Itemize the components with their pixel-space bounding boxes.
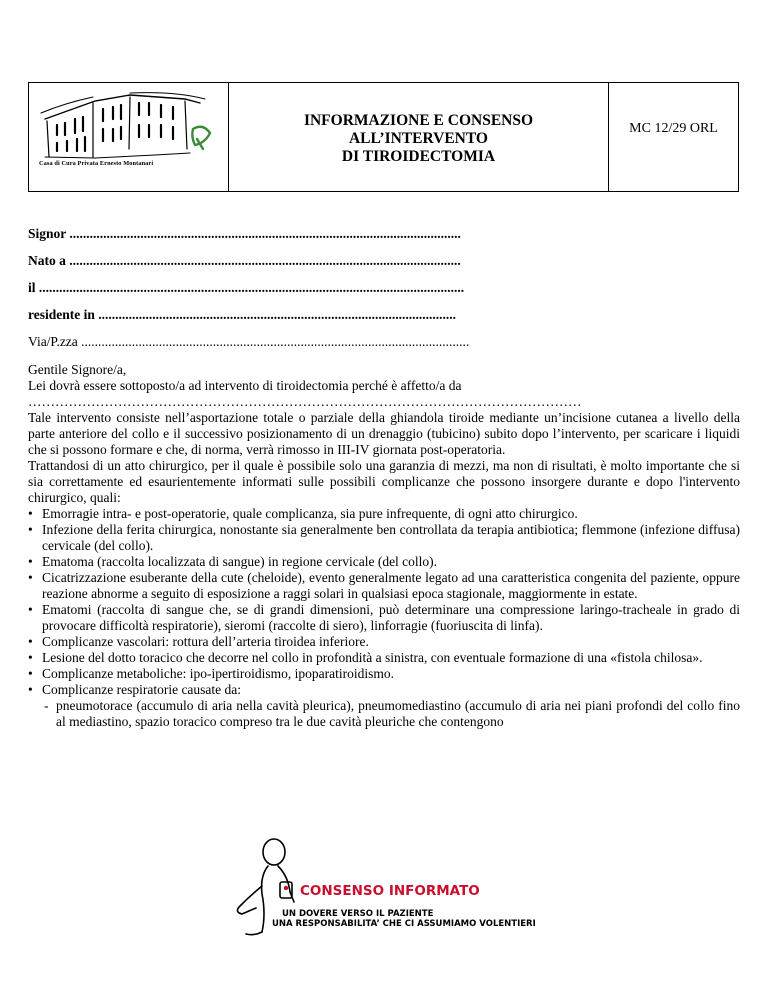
logo-caption: Casa di Cura Privata Ernesto Montanari: [39, 160, 154, 167]
list-item: [28, 682, 740, 698]
signor-field: Signor ....................................................................................................................: [28, 226, 461, 241]
intro-sentence: Lei dovrà essere sottoposto/a ad intervento di tiroidectomia perché è affetto/a da: [28, 378, 462, 393]
document-code: MC 12/29 ORL: [629, 121, 718, 136]
title-line-1: INFORMAZIONE E CONSENSO: [303, 112, 534, 129]
consent-logo-line-2: UNA RESPONSABILITA’ CHE CI ASSUMIAMO VOLENTIERI: [272, 919, 536, 929]
list-item: • Ematomi (raccolta di sangue che, se di grandi dimensioni, può determinare una compressione laringo-tracheale in grado di provocare difficoltà respiratorie), sieromi (raccolte di siero), linforragie (fuoriuscita di linfa).: [28, 602, 740, 634]
street-field: Via/P.zza ...................................................................................................................: [28, 334, 470, 349]
title-line-2: ALL’INTERVENTO: [348, 130, 488, 147]
consent-body: [28, 362, 740, 730]
title-line-3: DI TIROIDECTOMIA: [341, 148, 496, 165]
consent-logo-line-1: UN DOVERE VERSO IL PAZIENTE: [282, 909, 434, 919]
header-table: [28, 82, 739, 192]
birthdate-field: il ..............................................................................................................................: [28, 280, 465, 295]
patient-fields: [28, 226, 548, 361]
residence-field: residente in ..........................................................................................................: [28, 307, 456, 322]
list-item: • Lesione del dotto toracico che decorre nel collo in profondità a sinistra, con eventuale formazione di una «fistola chilosa».: [28, 650, 740, 666]
greeting: Gentile Signore/a,: [28, 362, 127, 377]
respiratory-sublist: [28, 698, 740, 730]
consent-logo-title: CONSENSO INFORMATO: [300, 883, 480, 899]
list-item: • Ematoma (raccolta localizzata di sangue) in regione cervicale (del collo).: [28, 554, 740, 570]
logo-cell: [29, 83, 229, 191]
title-cell: [229, 83, 609, 191]
nato-a-field: Nato a ....................................................................................................................: [28, 253, 461, 268]
document-title: [304, 112, 533, 166]
respiratory-complications-label: Complicanze respiratorie causate da:: [42, 682, 242, 697]
list-item: • Emorragie intra- e post-operatorie, quale complicanza, sia pure infrequente, di ogni atto chirurgico.: [28, 506, 740, 522]
risk-paragraph: Trattandosi di un atto chirurgico, per il quale è possibile solo una garanzia di mezzi, ma non di risultati, è molto importante che si sia correttamente ed esaurientemente informati sulle possibili complicanze che possono insorgere durante e dopo l'intervento chirurgico, quali:: [28, 458, 740, 505]
clinic-building-logo: [35, 89, 220, 161]
complications-list: [28, 506, 740, 698]
list-item: • Complicanze vascolari: rottura dell’arteria tiroidea inferiore.: [28, 634, 740, 650]
sub-list-item: - pneumotorace (accumulo di aria nella cavità pleurica), pneumomediastino (accumulo di aria nei piani profondi del collo fino al mediastino, spazio toracico compreso tra le due cavità pleuriche che contengono: [28, 698, 740, 730]
list-item: • Complicanze metaboliche: ipo-ipertiroidismo, ipoparatiroidismo.: [28, 666, 740, 682]
list-item: • Cicatrizzazione esuberante della cute (cheloide), evento generalmente legato ad una caratteristica congenita del paziente, oppure reazione abnorme a seguito di esposizione a raggi solari in qualsiasi epoca stagionale, maggiormente in estate.: [28, 570, 740, 602]
list-item: • Infezione della ferita chirurgica, nonostante sia generalmente ben controllata da terapia antibiotica; flemmone (infezione diffusa) cervicale (del collo).: [28, 522, 740, 554]
diagnosis-blank-line: ……………………………………………………………………………………………………………: [28, 394, 582, 409]
procedure-paragraph: Tale intervento consiste nell’asportazione totale o parziale della ghiandola tiroide mediante un’incisione cutanea a livello della parte anteriore del collo e il successivo posizionamento di un drenaggio (tubicino) subito dopo l’intervento, per scaricare i liquidi che si possono formare e che, di norma, verrà rimosso in III-IV giornata post-operatoria.: [28, 410, 740, 457]
